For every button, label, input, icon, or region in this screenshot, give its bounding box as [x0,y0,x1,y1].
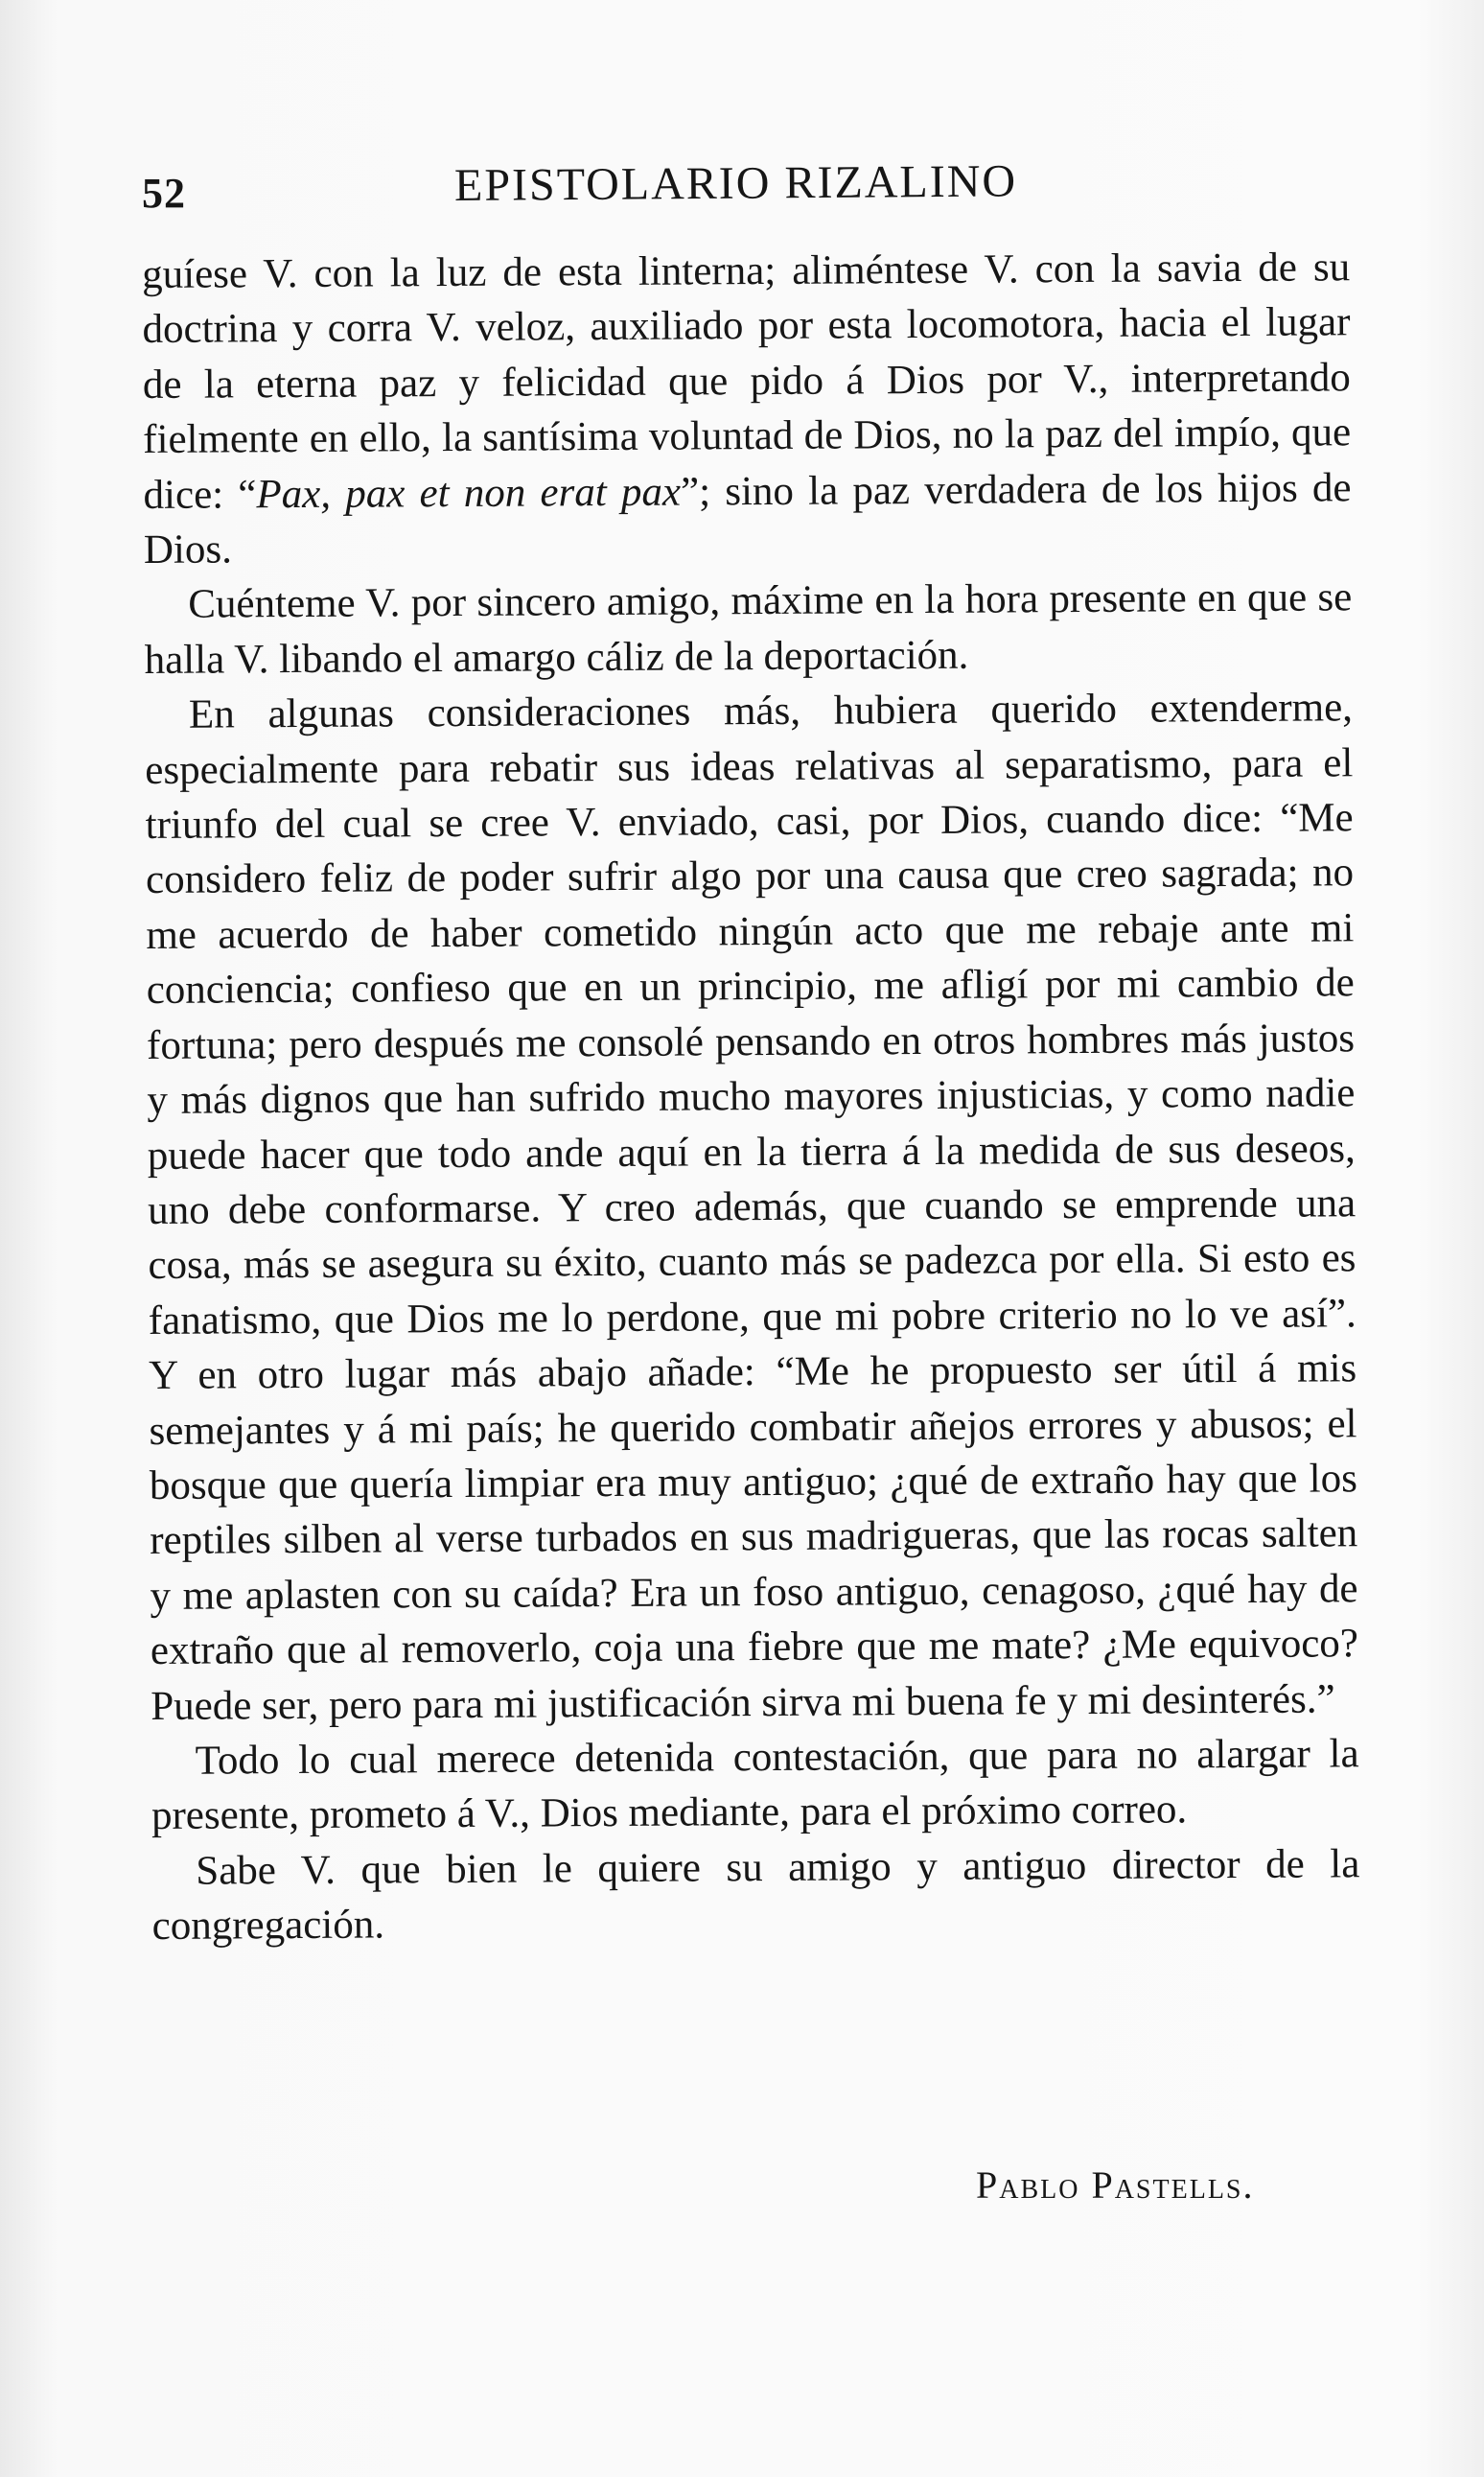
paragraph-4: Todo lo cual merece detenida contestación, que para no alargar la presente, prometo á V., Dios mediante, para el próximo correo. [151,1731,1359,1839]
page-header [142,152,1345,219]
running-title: EPISTOLARIO RIZALINO [453,155,1018,211]
paragraph-1 [142,240,1352,577]
letter-body [142,240,1360,1953]
paragraph-1-text-a: guíese V. con la luz de esta linterna; aliméntese V. con la savia de su doctrina y corra V. veloz, auxiliado por esta locomotora, hacia el lugar de la eterna paz y felicidad que pido á Dios por V., interpretando fielmente en ello, la santísima voluntad de Dios, no la paz del impío, que dice: “ [142,245,1352,518]
latin-quote: Pax, pax et non erat pax [256,469,682,517]
paragraph-2: Cuénteme V. por sincero amigo, máxime en la hora presente en que se halla V. libando el amargo cáliz de la deportación. [144,574,1353,683]
paragraph-3: En algunas consideraciones más, hubiera querido extenderme, especialmente para rebatir sus ideas relativas al separatismo, para el triunfo del cual se cree V. enviado, casi, por Dios, cuando dice: “Me considero feliz de poder sufrir algo por una causa que creo sagrada; no me acuerdo de haber cometido ningún acto que me rebaje ante mi conciencia; confieso que en un principio, me afligí por mi cambio de fortuna; pero después me consolé pensando en otros hombres más justos y más dignos que han sufrido mucho mayores injusticias, y como nadie puede hacer que todo ande aquí en la tierra á la medida de sus deseos, uno debe conformarse. Y creo además, que cuando se emprende una cosa, más se asegura su éxito, cuanto más se padezca por ella. Si esto es fanatismo, que Dios me lo perdone, que mi pobre criterio no lo ve así”. Y en otro lugar más abajo añade: “Me he propuesto ser útil á mis semejantes y á mi país; he querido combatir añejos errores y abusos; el bosque que quería limpiar era muy antiguo; ¿qué de extraño hay que los reptiles silben al verse turbados en sus madrigueras, que las rocas salten y me aplasten con su caída? Era un foso antiguo, cenagoso, ¿qué hay de extraño que al removerlo, coja una fiebre que me mate? ¿Me equivoco? Puede ser, pero para mi justificación sirva mi buena fe y mi desinterés.” [145,685,1359,1729]
signature: Pablo Pastells. [976,2163,1255,2207]
paragraph-1-text-b: ”; sino la paz verdadera de los hijos de Dios. [143,464,1352,573]
paragraph-5: Sabe V. que bien le quiere su amigo y antiguo director de la congregación. [151,1841,1360,1950]
page-number: 52 [142,170,186,217]
